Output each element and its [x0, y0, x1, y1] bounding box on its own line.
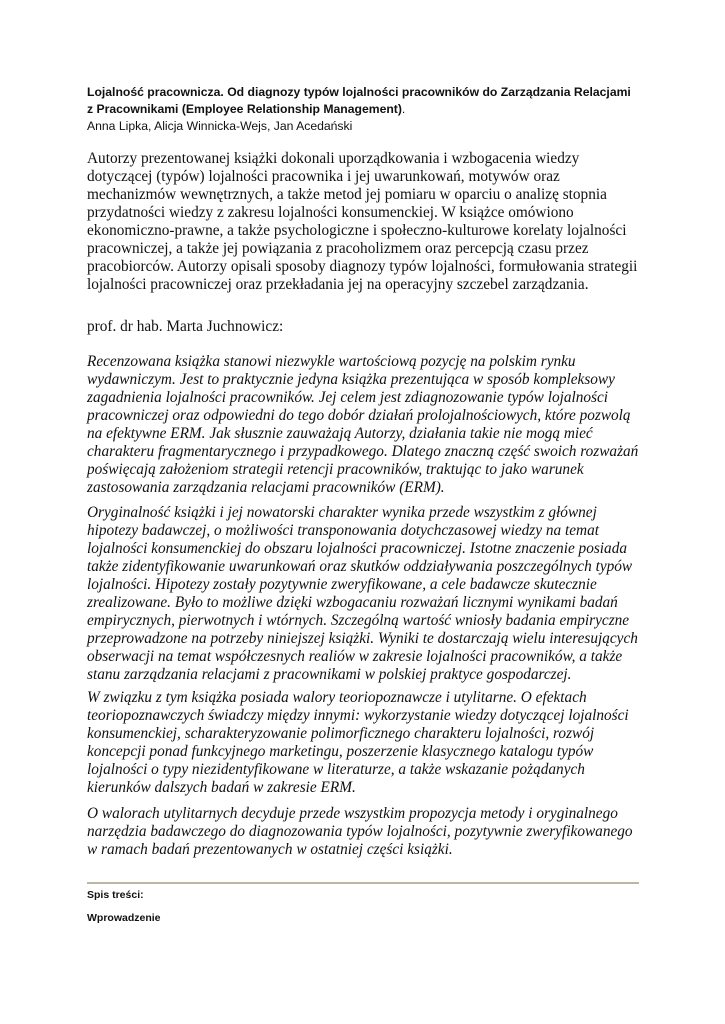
reviewer-name: prof. dr hab. Marta Juchnowicz: [87, 318, 284, 335]
review-paragraph: W związku z tym książka posiada walory teoriopoznawcze i utylitarne. O efektach teoriopoznawczych świadczy między innymi: wykorzystanie wiedzy dotyczącej lojalności konsumenckiej, scharakteryzowanie polimorficznego charakteru lojalności, rozwój koncepcji ponad funkcyjnego marketingu, poszerzenie klasycznego katalogu typów lojalności o typy niezidentyfikowane w literaturze, a także wskazanie pożądanych kierunków dalszych badań w zakresie ERM. [87, 689, 629, 796]
book-description: Autorzy prezentowanej książki dokonali uporządkowania i wzbogacenia wiedzy dotyczącej (typów) lojalności pracownika i jej uwarunkowań, motywów oraz mechanizmów wewnętrznych, a także metod jej pomiaru w oparciu o analizę stopnia przydatności wiedzy z zakresu lojalności konsumenckiej. W książce omówiono ekonomiczno-prawne, a także psychologiczne i społeczno-kulturowe korelaty lojalności pracowniczej, a także jej powiązania z pracoholizmem oraz percepcją czasu przez pracobiorców. Autorzy opisali sposoby diagnozy typów lojalności, formułowania strategii lojalności pracowniczej oraz przekładania jej na operacyjny szczebel zarządzania. [87, 150, 638, 293]
review-paragraph: O walorach utylitarnych decyduje przede wszystkim propozycja metody i oryginalnego narzędzia badawczego do diagnozowania typów lojalności, pozytywnie zweryfikowanego w ramach badań prezentowanych w ostatniej części książki. [87, 805, 633, 858]
review-paragraph: Oryginalność książki i jej nowatorski charakter wynika przede wszystkim z głównej hipotezy badawczej, o możliwości transponowania dotychczasowej wiedzy na temat lojalności konsumenckiej do obszaru lojalności pracowniczej. Istotne znaczenie posiada także zidentyfikowanie uwarunkowań oraz skutków oddziaływania poszczególnych typów lojalności. Hipotezy zostały pozytywnie zweryfikowane, a cele badawcze skutecznie zrealizowane. Było to możliwe dzięki wzbogacaniu rozważań licznymi wynikami badań empirycznych, pierwotnych i wtórnych. Szczególną wartość wniosły badania empiryczne przeprowadzone na potrzeby niniejszej książki. Wyniki te dostarczają wielu interesujących obserwacji na temat współczesnych realiów w zakresie lojalności pracowników, a także stanu zarządzania relacjami z pracownikami w polskiej praktyce gospodarczej. [87, 504, 638, 683]
book-authors: Anna Lipka, Alicja Winnicka-Wejs, Jan Acedański [87, 119, 353, 133]
book-title-period: . [401, 102, 406, 116]
book-title: Lojalność pracownicza. Od diagnozy typów lojalności pracowników do Zarządzania Relacjami z Pracownikami (Employee Relationship Management) [87, 85, 631, 116]
toc-item-introduction: Wprowadzenie [87, 912, 161, 924]
review-paragraph: Recenzowana książka stanowi niezwykle wartościową pozycję na polskim rynku wydawniczym. Jest to praktycznie jedyna książka prezentująca w sposób kompleksowy zagadnienia lojalności pracowników. Jej celem jest zdiagnozowanie typów lojalności pracowniczej oraz odpowiedni do tego dobór działań prolojalnościowych, które pozwolą na efektywne ERM. Jak słusznie zauważają Autorzy, działania takie nie mogą mieć charakteru fragmentarycznego i przypadkowego. Dlatego znaczną część swoich rozważań poświęcają założeniom strategii retencji pracowników, traktując to jako warunek zastosowania zarządzania relacjami pracowników (ERM). [87, 353, 639, 496]
book-header [87, 84, 639, 135]
toc-heading: Spis treści: [87, 889, 144, 901]
section-divider [87, 882, 639, 884]
